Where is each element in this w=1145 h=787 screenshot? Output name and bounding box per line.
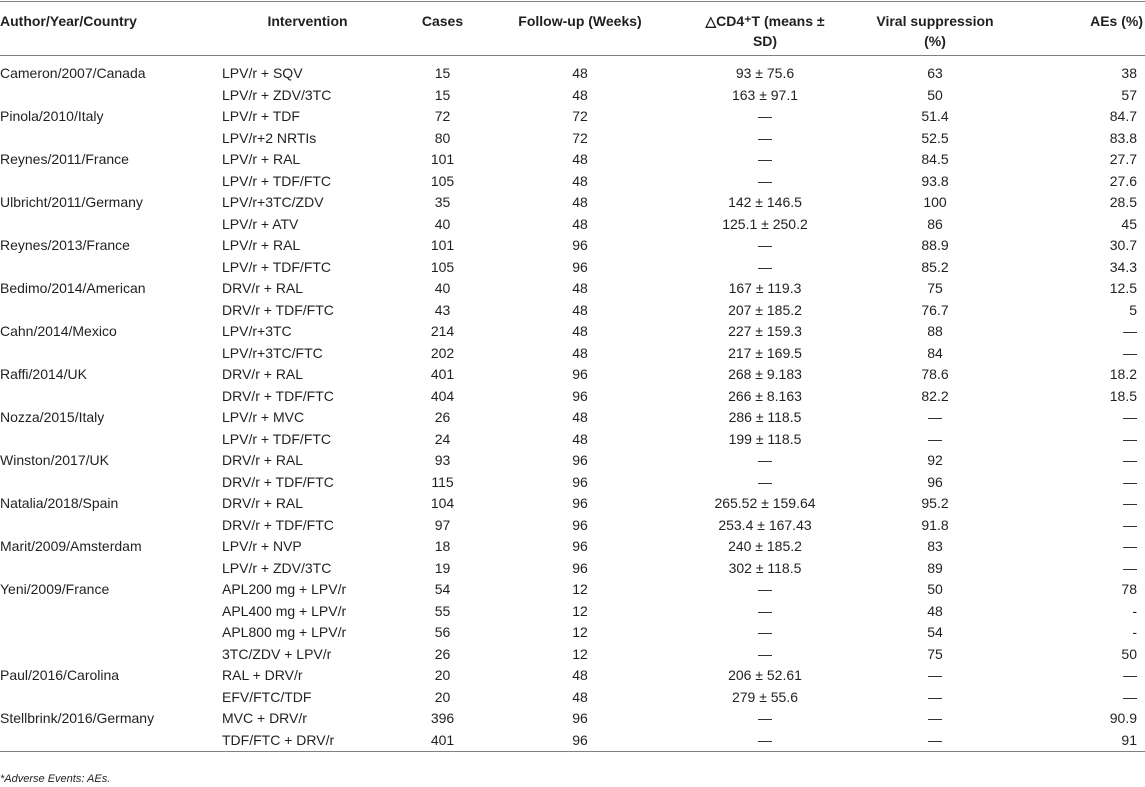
aes-cell: — [1123, 538, 1137, 554]
header-viral-line1: Viral suppression [876, 13, 994, 29]
cases-cell: 202 [430, 344, 455, 361]
viral-cell: 82.2 [921, 387, 949, 404]
cases-cell: 104 [430, 495, 455, 511]
cd4-cell: 302 ± 118.5 [728, 559, 802, 576]
followup-cell: 48 [572, 151, 588, 167]
followup-cell: 96 [572, 452, 588, 468]
intervention-cell: TDF/FTC + DRV/r [220, 730, 395, 752]
cd4-cell: 125.1 ± 250.2 [722, 215, 808, 232]
followup-cell: 96 [572, 237, 588, 253]
author-cell: Raffi/2014/UK [0, 366, 87, 382]
viral-cell: — [928, 688, 942, 705]
intervention-cell: MVC + DRV/r [222, 710, 307, 726]
intervention-cell: LPV/r + RAL [222, 237, 301, 253]
aes-cell: 50 [1121, 645, 1137, 662]
cases-cell: 404 [430, 387, 455, 404]
author-cell: Bedimo/2014/American [0, 280, 146, 296]
header-cases: Cases [395, 2, 490, 56]
table-header [0, 2, 1145, 56]
footnote: *Adverse Events: AEs. [0, 773, 111, 785]
aes-cell: 90.9 [1109, 710, 1137, 726]
header-aes: AEs (%) [1010, 2, 1145, 56]
table-row [0, 429, 1145, 451]
aes-cell: — [1123, 344, 1137, 361]
cd4-cell: — [758, 473, 772, 490]
viral-cell: 52.5 [921, 129, 949, 146]
cd4-cell: 167 ± 119.3 [728, 280, 802, 296]
aes-cell: 45 [1121, 215, 1137, 232]
viral-cell: 75 [927, 280, 943, 296]
header-cd4-line1: △CD4⁺T (means ± [705, 13, 825, 29]
followup-cell: 48 [572, 86, 588, 103]
table-row [0, 257, 1145, 279]
author-cell: Paul/2016/Carolina [0, 667, 120, 683]
table-row [0, 63, 1145, 85]
followup-cell: 12 [572, 624, 588, 640]
author-cell [0, 257, 220, 279]
viral-cell: 96 [927, 473, 943, 490]
table-row [0, 106, 1145, 128]
author-cell [0, 386, 220, 408]
cases-cell: 396 [430, 710, 455, 726]
cases-cell: 26 [434, 409, 451, 425]
viral-cell: 89 [927, 559, 943, 576]
cd4-cell: 286 ± 118.5 [728, 409, 802, 425]
followup-cell: 96 [572, 366, 588, 382]
followup-cell: 96 [572, 473, 588, 490]
viral-cell: — [860, 730, 1010, 752]
author-cell: Ulbricht/2011/Germany [0, 194, 143, 210]
intervention-cell: LPV/r+3TC [222, 323, 292, 339]
aes-cell: 30.7 [1109, 237, 1137, 253]
table-row [0, 171, 1145, 193]
aes-cell: — [1123, 323, 1137, 339]
table-row [0, 708, 1145, 730]
followup-cell: 96 [572, 387, 588, 404]
viral-cell: 50 [927, 581, 943, 597]
cd4-cell: 253.4 ± 167.43 [718, 516, 812, 533]
viral-cell: — [928, 667, 942, 683]
header-viral-line2: (%) [924, 33, 946, 49]
cd4-cell: 163 ± 97.1 [731, 86, 799, 103]
cd4-cell: — [758, 624, 772, 640]
cases-cell: 93 [434, 452, 451, 468]
cd4-cell: — [758, 602, 772, 619]
cd4-cell: — [758, 452, 772, 468]
table-body [0, 56, 1145, 752]
intervention-cell: EFV/FTC/TDF [222, 688, 312, 705]
aes-cell: 28.5 [1109, 194, 1137, 210]
viral-cell: — [928, 710, 942, 726]
aes-cell: 38 [1121, 65, 1137, 81]
aes-cell: — [1123, 688, 1137, 705]
cases-cell: 55 [434, 602, 451, 619]
cases-cell: 97 [434, 516, 451, 533]
cd4-cell: 240 ± 185.2 [728, 538, 802, 554]
aes-cell: — [1123, 667, 1137, 683]
intervention-cell: RAL + DRV/r [222, 667, 303, 683]
viral-cell: 54 [927, 624, 943, 640]
viral-cell: 84 [927, 344, 943, 361]
aes-cell: — [1123, 473, 1137, 490]
viral-cell: 84.5 [921, 151, 949, 167]
cd4-cell: — [758, 172, 772, 189]
table-row [0, 407, 1145, 429]
author-cell: Yeni/2009/France [0, 581, 110, 597]
aes-cell: 27.7 [1109, 151, 1137, 167]
intervention-cell: LPV/r + TDF/FTC [222, 258, 332, 275]
cd4-cell: — [758, 108, 772, 124]
intervention-cell: LPV/r+3TC/FTC [222, 344, 323, 361]
table-row [0, 558, 1145, 580]
intervention-cell: LPV/r + ZDV/3TC [222, 559, 332, 576]
viral-cell: 86 [927, 215, 943, 232]
table-row [0, 364, 1145, 386]
header-cd4 [670, 2, 860, 56]
intervention-cell: LPV/r + MVC [222, 409, 305, 425]
cases-cell: 26 [434, 645, 451, 662]
header-intervention: Intervention [220, 2, 395, 56]
followup-cell: 96 [572, 538, 588, 554]
followup-cell: 96 [572, 495, 588, 511]
followup-cell: 48 [572, 409, 588, 425]
cases-cell: 43 [434, 301, 451, 318]
cd4-cell: — [758, 258, 772, 275]
table-row [0, 601, 1145, 623]
cd4-cell: 217 ± 169.5 [728, 344, 802, 361]
cd4-cell: — [758, 237, 772, 253]
author-cell [0, 128, 220, 150]
author-cell [0, 730, 220, 752]
author-cell [0, 687, 220, 709]
followup-cell: 96 [572, 516, 588, 533]
aes-cell: 18.5 [1109, 387, 1137, 404]
author-cell [0, 601, 220, 623]
spacer-row [0, 56, 1145, 64]
followup-cell: 48 [572, 323, 588, 339]
intervention-cell: LPV/r + ATV [222, 215, 299, 232]
intervention-cell: APL400 mg + LPV/r [222, 602, 347, 619]
viral-cell: 93.8 [921, 172, 949, 189]
table-row [0, 235, 1145, 257]
cases-cell: 72 [434, 108, 451, 124]
table-row [0, 85, 1145, 107]
cases-cell: 101 [430, 237, 455, 253]
viral-cell: 95.2 [921, 495, 949, 511]
intervention-cell: DRV/r + TDF/FTC [222, 387, 334, 404]
table-row [0, 730, 1145, 752]
author-cell [0, 300, 220, 322]
intervention-cell: LPV/r + TDF [222, 108, 300, 124]
viral-cell: — [928, 409, 942, 425]
cases-cell: 18 [434, 538, 451, 554]
aes-cell: 34.3 [1109, 258, 1137, 275]
intervention-cell: DRV/r + RAL [222, 452, 304, 468]
followup-cell: 12 [572, 581, 588, 597]
table-row [0, 515, 1145, 537]
cd4-cell: 227 ± 159.3 [728, 323, 802, 339]
author-cell: Reynes/2013/France [0, 237, 130, 253]
followup-cell: 12 [572, 602, 588, 619]
intervention-cell: LPV/r + ZDV/3TC [222, 86, 332, 103]
aes-cell: 57 [1121, 86, 1137, 103]
followup-cell: 72 [572, 108, 588, 124]
cd4-cell: 206 ± 52.61 [728, 667, 802, 683]
table-row [0, 622, 1145, 644]
intervention-cell: LPV/r + NVP [222, 538, 302, 554]
table-row [0, 644, 1145, 666]
aes-cell: - [1132, 602, 1137, 619]
aes-cell: — [1123, 495, 1137, 511]
followup-cell: 48 [572, 194, 588, 210]
table-row [0, 343, 1145, 365]
cd4-cell: — [758, 581, 772, 597]
intervention-cell: LPV/r + SQV [222, 65, 303, 81]
author-cell: Cameron/2007/Canada [0, 65, 146, 81]
table-row [0, 665, 1145, 687]
cases-cell: 20 [434, 688, 451, 705]
author-cell [0, 171, 220, 193]
cd4-cell: 279 ± 55.6 [731, 688, 799, 705]
cd4-cell: — [758, 645, 772, 662]
table-row [0, 214, 1145, 236]
cases-cell: 19 [434, 559, 451, 576]
author-cell: Nozza/2015/Italy [0, 409, 105, 425]
aes-cell: — [1123, 559, 1137, 576]
table-row [0, 472, 1145, 494]
aes-cell: 84.7 [1109, 108, 1137, 124]
table-row [0, 450, 1145, 472]
viral-cell: 78.6 [921, 366, 949, 382]
cd4-cell: 199 ± 118.5 [728, 430, 802, 447]
followup-cell: 72 [572, 129, 588, 146]
cases-cell: 56 [434, 624, 451, 640]
followup-cell: 96 [572, 258, 588, 275]
intervention-cell: LPV/r+2 NRTIs [222, 129, 317, 146]
viral-cell: 88.9 [921, 237, 949, 253]
cases-cell: 401 [395, 730, 490, 752]
cases-cell: 214 [430, 323, 455, 339]
cases-cell: 105 [430, 258, 455, 275]
followup-cell: 96 [572, 710, 588, 726]
cases-cell: 24 [434, 430, 451, 447]
cd4-cell: — [758, 129, 772, 146]
aes-cell: 91 [1010, 730, 1145, 752]
author-cell [0, 515, 220, 537]
author-cell [0, 343, 220, 365]
cases-cell: 35 [434, 194, 451, 210]
cases-cell: 20 [434, 667, 451, 683]
author-cell [0, 622, 220, 644]
cd4-cell: 93 ± 75.6 [735, 65, 795, 81]
cd4-cell: 265.52 ± 159.64 [714, 495, 816, 511]
viral-cell: 92 [927, 452, 943, 468]
header-author: Author/Year/Country [0, 2, 220, 56]
table-row [0, 321, 1145, 343]
cases-cell: 40 [434, 215, 451, 232]
cases-cell: 80 [434, 129, 451, 146]
cases-cell: 40 [434, 280, 451, 296]
aes-cell: 78 [1121, 581, 1137, 597]
author-cell [0, 429, 220, 451]
intervention-cell: APL200 mg + LPV/r [222, 581, 347, 597]
viral-cell: 85.2 [921, 258, 949, 275]
viral-cell: 83 [927, 538, 943, 554]
header-followup: Follow-up (Weeks) [490, 2, 670, 56]
followup-cell: 96 [490, 730, 670, 752]
author-cell: Reynes/2011/France [0, 151, 129, 167]
aes-cell: - [1132, 624, 1137, 640]
table-row [0, 192, 1145, 214]
author-cell: Natalia/2018/Spain [0, 495, 119, 511]
cases-cell: 54 [434, 581, 451, 597]
followup-cell: 48 [572, 430, 588, 447]
table-row [0, 128, 1145, 150]
intervention-cell: DRV/r + TDF/FTC [222, 473, 334, 490]
author-cell [0, 558, 220, 580]
author-cell [0, 214, 220, 236]
followup-cell: 48 [572, 65, 588, 81]
table-row [0, 536, 1145, 558]
viral-cell: 63 [927, 65, 943, 81]
viral-cell: — [928, 430, 942, 447]
author-cell: Stellbrink/2016/Germany [0, 710, 155, 726]
intervention-cell: DRV/r + RAL [222, 280, 304, 296]
cd4-cell: — [758, 710, 772, 726]
followup-cell: 48 [572, 667, 588, 683]
table-row [0, 386, 1145, 408]
aes-cell: — [1123, 452, 1137, 468]
viral-cell: 100 [923, 194, 947, 210]
author-cell [0, 644, 220, 666]
followup-cell: 48 [572, 344, 588, 361]
aes-cell: — [1123, 516, 1137, 533]
viral-cell: 51.4 [921, 108, 949, 124]
viral-cell: 50 [927, 86, 943, 103]
spacer-cell [0, 56, 1145, 64]
intervention-cell: LPV/r+3TC/ZDV [222, 194, 324, 210]
cases-cell: 105 [430, 172, 455, 189]
followup-cell: 96 [572, 559, 588, 576]
cd4-cell: 142 ± 146.5 [728, 194, 802, 210]
intervention-cell: LPV/r + TDF/FTC [222, 172, 332, 189]
intervention-cell: LPV/r + RAL [222, 151, 301, 167]
cd4-cell: 207 ± 185.2 [728, 301, 802, 318]
aes-cell: 83.8 [1109, 129, 1137, 146]
followup-cell: 48 [572, 172, 588, 189]
header-cd4-line2: SD) [752, 33, 778, 49]
aes-cell: 12.5 [1109, 280, 1137, 296]
aes-cell: — [1123, 409, 1137, 425]
cd4-cell: 266 ± 8.163 [728, 387, 802, 404]
study-table [0, 1, 1145, 752]
viral-cell: 76.7 [921, 301, 949, 318]
viral-cell: 88 [927, 323, 943, 339]
cd4-cell: — [758, 151, 772, 167]
cases-cell: 115 [431, 473, 454, 490]
header-viral [860, 2, 1010, 56]
author-cell: Marit/2009/Amsterdam [0, 538, 142, 554]
aes-cell: — [1123, 430, 1137, 447]
author-cell: Pinola/2010/Italy [0, 108, 104, 124]
followup-cell: 48 [572, 301, 588, 318]
table-row [0, 493, 1145, 515]
cases-cell: 401 [430, 366, 455, 382]
followup-cell: 48 [572, 215, 588, 232]
author-cell: Cahn/2014/Mexico [0, 323, 117, 339]
aes-cell: 5 [1129, 301, 1137, 318]
table-row [0, 278, 1145, 300]
cases-cell: 15 [434, 86, 451, 103]
cases-cell: 15 [434, 65, 451, 81]
viral-cell: 48 [927, 602, 943, 619]
cases-cell: 101 [430, 151, 455, 167]
intervention-cell: APL800 mg + LPV/r [222, 624, 347, 640]
intervention-cell: DRV/r + TDF/FTC [222, 301, 334, 318]
intervention-cell: DRV/r + RAL [222, 495, 304, 511]
followup-cell: 48 [572, 688, 588, 705]
intervention-cell: 3TC/ZDV + LPV/r [222, 645, 332, 662]
intervention-cell: DRV/r + TDF/FTC [222, 516, 334, 533]
intervention-cell: DRV/r + RAL [222, 366, 304, 382]
table-row [0, 579, 1145, 601]
table-row [0, 300, 1145, 322]
followup-cell: 12 [572, 645, 588, 662]
cd4-cell: 268 ± 9.183 [728, 366, 802, 382]
viral-cell: 91.8 [921, 516, 949, 533]
table-row [0, 149, 1145, 171]
author-cell [0, 472, 220, 494]
intervention-cell: LPV/r + TDF/FTC [222, 430, 332, 447]
viral-cell: 75 [927, 645, 943, 662]
followup-cell: 48 [572, 280, 588, 296]
author-cell: Winston/2017/UK [0, 452, 109, 468]
aes-cell: 27.6 [1109, 172, 1137, 189]
table-row [0, 687, 1145, 709]
cd4-cell: — [670, 730, 860, 752]
aes-cell: 18.2 [1109, 366, 1137, 382]
author-cell [0, 85, 220, 107]
